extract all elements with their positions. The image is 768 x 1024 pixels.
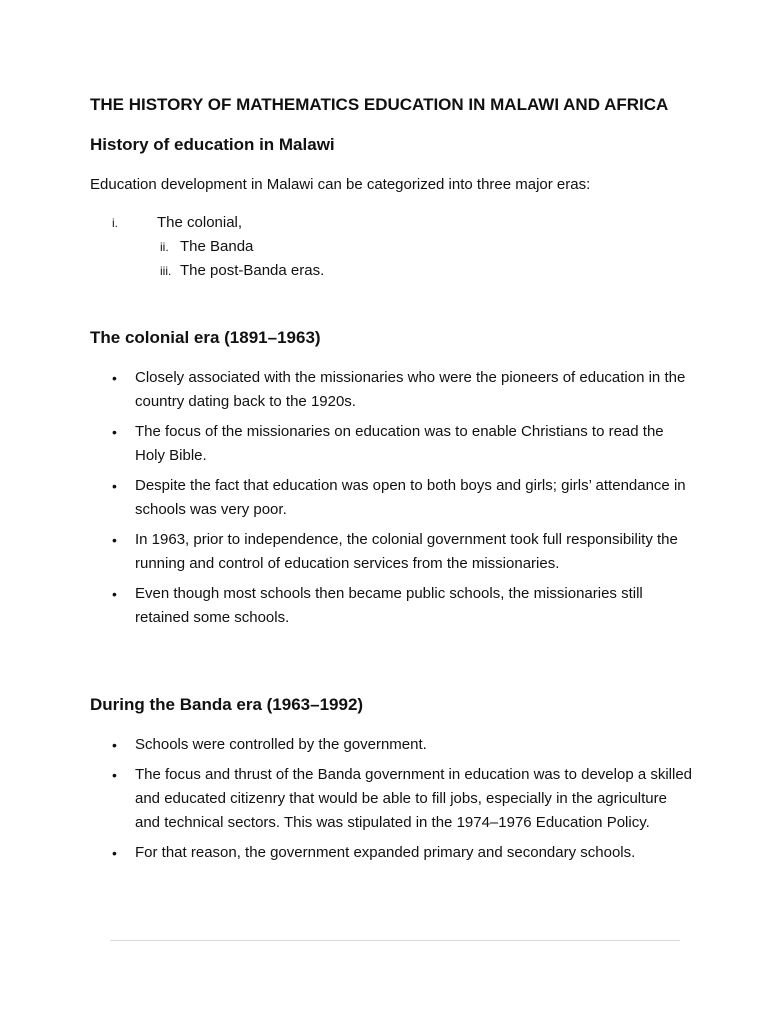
banda-bullet-list <box>112 733 692 871</box>
heading-colonial-era: The colonial era (1891–1963) <box>90 328 321 347</box>
bullet-icon: • <box>112 532 117 548</box>
list-item-text: The colonial, <box>157 214 243 231</box>
bullet-icon: • <box>112 424 117 440</box>
list-item-text: Schools were controlled by the government. <box>135 736 427 753</box>
list-item-text: Despite the fact that education was open to both boys and girls; girls’ attendance in schools was very poor. <box>135 477 686 518</box>
document-title: THE HISTORY OF MATHEMATICS EDUCATION IN MALAWI AND AFRICA <box>90 95 669 114</box>
list-item <box>112 366 692 414</box>
era-list-item <box>112 214 242 231</box>
bullet-icon: • <box>112 845 117 861</box>
list-item <box>112 763 692 835</box>
list-item <box>112 841 692 865</box>
list-item-text: The focus and thrust of the Banda government in education was to develop a skilled and educated citizenry that would be able to fill jobs, especially in the agriculture and technical sectors. This was stipulated in the 1974–1976 Education Policy. <box>135 766 693 831</box>
list-item-text: In 1963, prior to independence, the colonial government took full responsibility the running and control of education services from the missionaries. <box>135 531 678 572</box>
era-list-item <box>160 238 253 255</box>
list-item-text: For that reason, the government expanded primary and secondary schools. <box>135 844 636 861</box>
era-list-item <box>160 262 324 279</box>
list-number: i. <box>112 216 118 230</box>
list-item <box>112 733 692 757</box>
bullet-icon: • <box>112 370 117 386</box>
bullet-icon: • <box>112 586 117 602</box>
list-item <box>112 582 692 630</box>
bullet-icon: • <box>112 737 117 753</box>
bullet-icon: • <box>112 767 117 783</box>
list-item <box>112 420 692 468</box>
list-number: iii. <box>160 264 172 278</box>
list-item-text: Closely associated with the missionaries who were the pioneers of education in the country dating back to the 1920s. <box>135 369 686 410</box>
page-divider <box>110 940 680 941</box>
colonial-bullet-list <box>112 366 692 636</box>
bullet-icon: • <box>112 478 117 494</box>
list-item-text: The focus of the missionaries on education was to enable Christians to read the Holy Bible. <box>135 423 664 464</box>
list-number: ii. <box>160 240 169 254</box>
heading-history-of-education: History of education in Malawi <box>90 135 335 154</box>
list-item <box>112 474 692 522</box>
list-item <box>112 528 692 576</box>
intro-paragraph: Education development in Malawi can be categorized into three major eras: <box>90 176 591 193</box>
list-item-text: Even though most schools then became public schools, the missionaries still retained some schools. <box>135 585 643 626</box>
list-item-text: The Banda <box>180 238 254 255</box>
list-item-text: The post-Banda eras. <box>180 262 325 279</box>
heading-banda-era: During the Banda era (1963–1992) <box>90 695 364 714</box>
